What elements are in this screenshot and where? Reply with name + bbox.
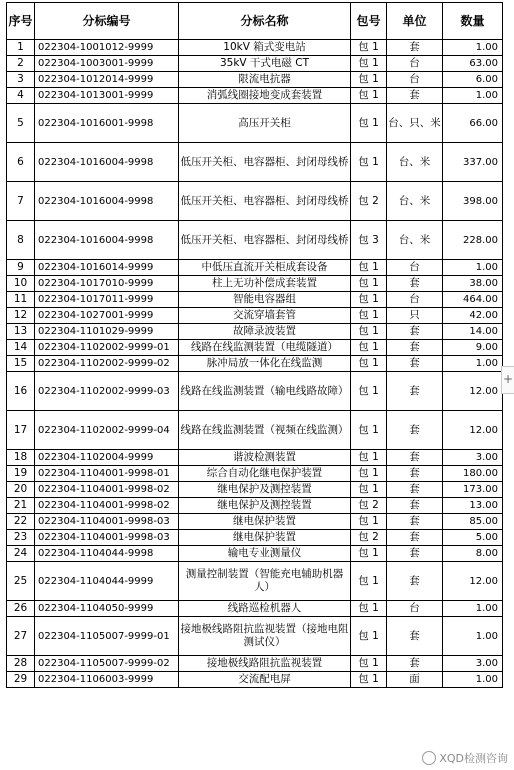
header-row [7,3,503,40]
cell-unit: 套 [387,617,443,656]
cell-unit: 台 [387,601,443,617]
cell-name: 综合自动化继电保护装置 [179,466,351,482]
cell-code: 022304-1104001-9998-03 [35,530,179,546]
table-row [7,88,503,104]
cell-code: 022304-1013001-9999 [35,88,179,104]
cell-pkg: 包 1 [351,40,387,56]
cell-code: 022304-1104050-9999 [35,601,179,617]
cell-code: 022304-1027001-9999 [35,308,179,324]
table-row [7,672,503,688]
cell-name: 低压开关柜、电容器柜、封闭母线桥 [179,221,351,260]
cell-code: 022304-1016001-9998 [35,104,179,143]
cell-qty: 66.00 [443,104,503,143]
cell-unit: 套 [387,546,443,562]
cell-name: 智能电容器组 [179,292,351,308]
cell-code: 022304-1016004-9998 [35,221,179,260]
cell-pkg: 包 1 [351,466,387,482]
cell-qty: 12.00 [443,411,503,450]
cell-qty: 3.00 [443,656,503,672]
watermark-text: XQD检测咨询 [439,752,508,765]
cell-no: 7 [7,182,35,221]
cell-pkg: 包 1 [351,324,387,340]
cell-code: 022304-1105007-9999-01 [35,617,179,656]
header-code: 分标编号 [35,3,179,40]
cell-no: 8 [7,221,35,260]
cell-no: 21 [7,498,35,514]
cell-pkg: 包 2 [351,498,387,514]
cell-code: 022304-1001012-9999 [35,40,179,56]
cell-pkg: 包 1 [351,276,387,292]
table-row [7,221,503,260]
cell-unit: 台、只、米 [387,104,443,143]
cell-qty: 63.00 [443,56,503,72]
cell-qty: 12.00 [443,562,503,601]
cell-qty: 42.00 [443,308,503,324]
cell-name: 线路在线监测装置（视频在线监测） [179,411,351,450]
table-row [7,104,503,143]
cell-no: 3 [7,72,35,88]
cell-name: 继电保护装置 [179,530,351,546]
cell-pkg: 包 1 [351,356,387,372]
cell-unit: 只 [387,308,443,324]
table-row [7,143,503,182]
cell-qty: 85.00 [443,514,503,530]
cell-code: 022304-1003001-9999 [35,56,179,72]
cell-unit: 套 [387,276,443,292]
cell-pkg: 包 1 [351,292,387,308]
cell-qty: 228.00 [443,221,503,260]
cell-unit: 套 [387,466,443,482]
cell-qty: 6.00 [443,72,503,88]
expand-side-button[interactable]: + [501,366,514,394]
cell-code: 022304-1104044-9999 [35,562,179,601]
table-row [7,40,503,56]
cell-name: 谐波检测装置 [179,450,351,466]
cell-qty: 1.00 [443,260,503,276]
cell-code: 022304-1102002-9999-03 [35,372,179,411]
cell-pkg: 包 1 [351,143,387,182]
table-row [7,601,503,617]
cell-name: 接地极线路阻抗监视装置（接地电阻测试仪） [179,617,351,656]
cell-code: 022304-1017011-9999 [35,292,179,308]
cell-name: 交流穿墙套管 [179,308,351,324]
cell-code: 022304-1016004-9998 [35,143,179,182]
cell-no: 14 [7,340,35,356]
cell-unit: 台 [387,72,443,88]
cell-unit: 台、米 [387,221,443,260]
cell-code: 022304-1101029-9999 [35,324,179,340]
table-row [7,411,503,450]
cell-no: 22 [7,514,35,530]
cell-code: 022304-1104044-9998 [35,546,179,562]
cell-name: 继电保护及测控装置 [179,482,351,498]
cell-name: 10kV 箱式变电站 [179,40,351,56]
cell-pkg: 包 1 [351,656,387,672]
cell-code: 022304-1012014-9999 [35,72,179,88]
cell-pkg: 包 1 [351,562,387,601]
cell-no: 1 [7,40,35,56]
cell-no: 15 [7,356,35,372]
table-row [7,482,503,498]
cell-no: 16 [7,372,35,411]
header-name: 分标名称 [179,3,351,40]
cell-pkg: 包 1 [351,372,387,411]
table-row [7,466,503,482]
cell-no: 28 [7,656,35,672]
cell-no: 29 [7,672,35,688]
watermark [422,750,508,766]
cell-unit: 台、米 [387,182,443,221]
cell-unit: 套 [387,40,443,56]
cell-code: 022304-1105007-9999-02 [35,656,179,672]
wechat-icon [422,751,436,765]
cell-name: 中低压直流开关柜成套设备 [179,260,351,276]
cell-code: 022304-1104001-9998-02 [35,482,179,498]
cell-code: 022304-1106003-9999 [35,672,179,688]
cell-no: 17 [7,411,35,450]
cell-qty: 464.00 [443,292,503,308]
cell-qty: 1.00 [443,88,503,104]
cell-no: 2 [7,56,35,72]
cell-no: 13 [7,324,35,340]
cell-name: 故障录波装置 [179,324,351,340]
cell-code: 022304-1102002-9999-04 [35,411,179,450]
cell-unit: 套 [387,411,443,450]
cell-unit: 台、米 [387,143,443,182]
cell-no: 18 [7,450,35,466]
cell-name: 交流配电屏 [179,672,351,688]
table-row [7,308,503,324]
cell-no: 23 [7,530,35,546]
cell-qty: 8.00 [443,546,503,562]
cell-pkg: 包 1 [351,340,387,356]
bid-items-table [6,2,503,688]
cell-unit: 套 [387,88,443,104]
table-row [7,546,503,562]
cell-qty: 1.00 [443,672,503,688]
cell-name: 低压开关柜、电容器柜、封闭母线桥 [179,182,351,221]
cell-pkg: 包 1 [351,104,387,143]
cell-name: 测量控制装置（智能充电辅助机器人） [179,562,351,601]
cell-no: 12 [7,308,35,324]
cell-pkg: 包 1 [351,411,387,450]
cell-no: 27 [7,617,35,656]
cell-no: 25 [7,562,35,601]
cell-qty: 1.00 [443,356,503,372]
cell-no: 20 [7,482,35,498]
cell-unit: 套 [387,530,443,546]
cell-name: 脉冲局放一体化在线监测 [179,356,351,372]
cell-unit: 台 [387,260,443,276]
cell-pkg: 包 3 [351,221,387,260]
table-row [7,656,503,672]
cell-qty: 1.00 [443,40,503,56]
table-row [7,292,503,308]
table-row [7,324,503,340]
cell-qty: 13.00 [443,498,503,514]
cell-unit: 套 [387,656,443,672]
cell-qty: 9.00 [443,340,503,356]
cell-qty: 398.00 [443,182,503,221]
cell-pkg: 包 1 [351,514,387,530]
table-row [7,260,503,276]
cell-pkg: 包 2 [351,530,387,546]
cell-no: 4 [7,88,35,104]
cell-qty: 337.00 [443,143,503,182]
cell-name: 消弧线圈接地变成套装置 [179,88,351,104]
cell-code: 022304-1016014-9999 [35,260,179,276]
cell-unit: 套 [387,450,443,466]
cell-no: 6 [7,143,35,182]
cell-unit: 套 [387,356,443,372]
cell-code: 022304-1102004-9999 [35,450,179,466]
cell-code: 022304-1016004-9998 [35,182,179,221]
cell-no: 5 [7,104,35,143]
table-row [7,276,503,292]
cell-unit: 套 [387,498,443,514]
cell-unit: 套 [387,514,443,530]
cell-pkg: 包 2 [351,182,387,221]
cell-no: 26 [7,601,35,617]
table-row [7,530,503,546]
header-unit: 单位 [387,3,443,40]
cell-no: 24 [7,546,35,562]
cell-pkg: 包 1 [351,601,387,617]
cell-code: 022304-1104001-9998-02 [35,498,179,514]
cell-qty: 14.00 [443,324,503,340]
cell-name: 继电保护及测控装置 [179,498,351,514]
cell-pkg: 包 1 [351,546,387,562]
cell-no: 11 [7,292,35,308]
cell-name: 低压开关柜、电容器柜、封闭母线桥 [179,143,351,182]
cell-pkg: 包 1 [351,672,387,688]
cell-pkg: 包 1 [351,260,387,276]
cell-name: 限流电抗器 [179,72,351,88]
header-no: 序号 [7,3,35,40]
cell-code: 022304-1104001-9998-01 [35,466,179,482]
cell-unit: 台 [387,56,443,72]
cell-name: 线路巡检机器人 [179,601,351,617]
cell-name: 线路在线监测装置（电缆隧道） [179,340,351,356]
cell-qty: 38.00 [443,276,503,292]
cell-no: 9 [7,260,35,276]
cell-qty: 1.00 [443,617,503,656]
table-row [7,340,503,356]
cell-unit: 套 [387,324,443,340]
table-row [7,356,503,372]
cell-qty: 1.00 [443,601,503,617]
cell-name: 35kV 干式电磁 CT [179,56,351,72]
cell-qty: 12.00 [443,372,503,411]
table-row [7,56,503,72]
table-row [7,562,503,601]
cell-unit: 套 [387,340,443,356]
cell-pkg: 包 1 [351,72,387,88]
cell-pkg: 包 1 [351,308,387,324]
cell-name: 输电专业测量仪 [179,546,351,562]
cell-code: 022304-1102002-9999-02 [35,356,179,372]
cell-name: 接地极线路阻抗监视装置 [179,656,351,672]
cell-unit: 套 [387,562,443,601]
header-qty: 数量 [443,3,503,40]
table-row [7,372,503,411]
cell-no: 10 [7,276,35,292]
header-pkg: 包号 [351,3,387,40]
cell-unit: 台 [387,292,443,308]
cell-code: 022304-1017010-9999 [35,276,179,292]
cell-qty: 173.00 [443,482,503,498]
cell-unit: 套 [387,482,443,498]
cell-name: 线路在线监测装置（输电线路故障） [179,372,351,411]
table-row [7,450,503,466]
cell-pkg: 包 1 [351,88,387,104]
cell-unit: 面 [387,672,443,688]
table-row [7,617,503,656]
cell-qty: 180.00 [443,466,503,482]
table-row [7,498,503,514]
cell-code: 022304-1104001-9998-03 [35,514,179,530]
cell-name: 柱上无功补偿成套装置 [179,276,351,292]
cell-pkg: 包 1 [351,450,387,466]
cell-pkg: 包 1 [351,617,387,656]
cell-qty: 5.00 [443,530,503,546]
cell-pkg: 包 1 [351,482,387,498]
cell-pkg: 包 1 [351,56,387,72]
cell-no: 19 [7,466,35,482]
table-row [7,182,503,221]
cell-qty: 3.00 [443,450,503,466]
cell-code: 022304-1102002-9999-01 [35,340,179,356]
cell-name: 高压开关柜 [179,104,351,143]
table-row [7,72,503,88]
cell-name: 继电保护装置 [179,514,351,530]
table-row [7,514,503,530]
cell-unit: 套 [387,372,443,411]
